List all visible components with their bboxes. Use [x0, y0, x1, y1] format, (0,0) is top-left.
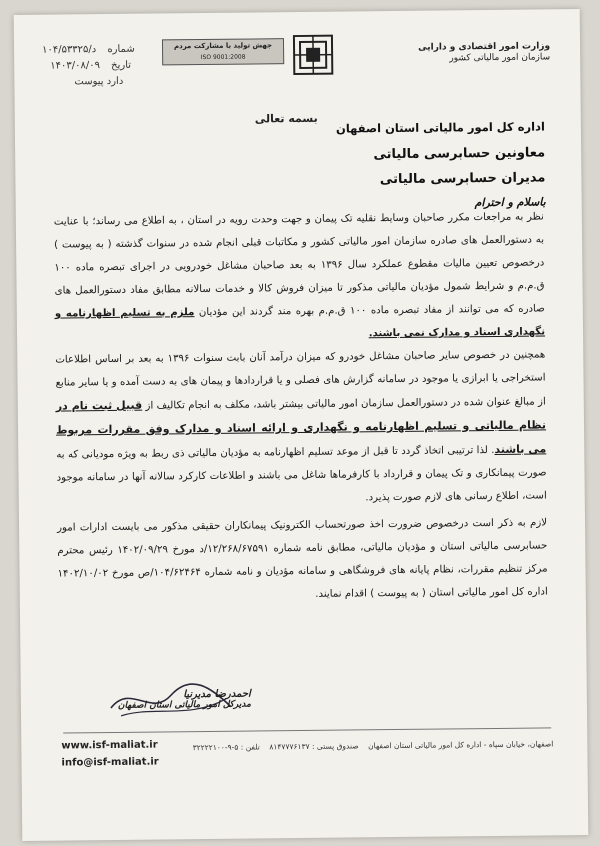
footer-website[interactable]: www.isf-maliat.ir: [61, 739, 158, 752]
footer-postal: صندوق پستی : ۸۱۴۷۷۷۶۱۳۷: [269, 741, 359, 752]
paragraph-1-emphasis: ملزم به تسلیم اظهارنامه و نگهداری اسناد و مدارک نمی باشند.: [54, 307, 546, 340]
footer-contacts: [61, 740, 158, 769]
footer-address: اصفهان، خیابان سپاه - اداره کل امور مالیاتی استان اصفهان: [368, 739, 554, 751]
letter-date: ۱۴۰۳/۰۸/۰۹: [50, 60, 101, 72]
addressee-office: اداره کل امور مالیاتی استان اصفهان: [335, 119, 545, 136]
letter-date-label: تاریخ: [111, 59, 132, 71]
tax-organization-name: سازمان امور مالیاتی کشور: [449, 52, 551, 64]
paragraph-1: [54, 205, 545, 348]
footer-divider: [63, 727, 551, 733]
paragraph-3-text: لازم به ذکر است درخصوص ضرورت اخذ صورتحساب الکترونیک پیمانکاران حقیقی مذکور می بایست ادارات امور حسابرسی مالیاتی استان و مؤدیان مالیاتی، مطابق نامه شماره ۱۲/۲۶۸/۶۷۵۹۱/د مورخ ۱۴۰۲/۰۹/۲۹ رئیس محترم مرکز تنظیم مقررات، نظام پایانه های فروشگاهی و سامانه مؤدیان و نامه شماره ۱۰۴/۶۲۴۶۴/ص مورخ ۱۴۰۲/۱۰/۰۲ اداره کل امور مالیاتی استان ( به پیوست ) اقدام نمایند.: [57, 517, 548, 600]
slogan-text: جهش تولید با مشارکت مردم: [173, 41, 273, 51]
paragraph-2-emphasis: قبیل ثبت نام در نظام مالیاتی و تسلیم اظهارنامه و نگهداری و ارائه اسناد و مدارک وفق مقررات مربوط می باشند: [55, 398, 547, 456]
paragraph-1-text: نظر به مراجعات مکرر صاحبان وسایط نقلیه تک پیمان و جهت وحدت رویه در استان ، به اطلاع می رساند؛ با عنایت به دستورالعمل های صادره سازمان امور مالیاتی کشور و مکاتبات قبلی انجام شده در سنوات گذشته ( به پیوست ) درخصوص تعیین مالیات مقطوع عملکرد سال ۱۳۹۶ به بعد صاحبان مشاغل خودرویی در اجرای تبصره ماده ۱۰۰ ق.م.م و شرایط شمول مؤدیان مالیاتی مذکور تا میزان فروش کالا و خدمات سالانه مطابق مفاد دستورالعمل های صادره که می توانند از مفاد تبصره ماده ۱۰۰ ق.م.م بهره مند گردند این مؤدیان: [53, 211, 545, 319]
letter-attachment-row: [66, 76, 123, 88]
logo-emblem-icon: [292, 34, 334, 76]
signature-block: [101, 683, 251, 712]
signatory-name: احمدرضا مدیرنیا: [183, 688, 251, 701]
letter-body: [54, 205, 548, 608]
footer-email[interactable]: info@isf-maliat.ir: [61, 756, 159, 769]
addressee-managers: مدیران حسابرسی مالیاتی: [379, 170, 546, 188]
bismillah: بسمه تعالی: [254, 111, 318, 126]
ministry-header: [350, 41, 550, 66]
ministry-name: وزارت امور اقتصادی و دارایی: [418, 41, 551, 53]
paragraph-3: [57, 511, 548, 608]
paragraph-2-text-a: همچنین در خصوص سایر صاحبان مشاغل خودرو که میزان درآمد آنان بابت سنوات ۱۳۹۶ به بعد بر اساس اطلاعات استخراجی یا ابرازی یا موجود در سامانه گزارش های فصلی و یا قراردادها و پیمان های به دست آمده و یا سایر منابع از مبالغ عنوان شده در دستورالعمل سازمان امور مالیاتی بیشتر باشد، مکلف به انجام تکالیف از: [55, 349, 546, 412]
greeting: باسلام و احترام: [474, 195, 546, 210]
footer-phone: تلفن : ۵-۹-۳۲۲۲۲۱۰۰: [192, 742, 260, 753]
letter-page: [14, 9, 589, 841]
letter-number-label: شماره: [107, 43, 135, 56]
letter-attachment-label: پیوست: [74, 76, 104, 88]
signatory-title: مدیرکل امور مالیاتی استان اصفهان: [117, 699, 251, 711]
addressee-deputies: معاونین حسابرسی مالیاتی: [373, 145, 546, 163]
letter-number: ۱۰۴/۵۳۳۲۵/د: [42, 44, 97, 56]
letter-date-row: [50, 60, 137, 72]
footer-address-row: [173, 739, 553, 752]
letter-attachment: دارد: [106, 75, 124, 88]
letter-number-row: [42, 44, 133, 56]
slogan-banner: [162, 38, 284, 65]
iso-text: ISO 9001:2008: [200, 53, 246, 62]
tax-organization-logo: [292, 34, 334, 76]
paragraph-2-text-b: . لذا ترتیبی اتخاذ گردد تا قبل از موعد تسلیم اظهارنامه به مؤدیان مالیاتی ذی ربط به ویژه مودیانی که به صورت پیمانکاری و تک پیمان و قرارداد با کارفرماها شاغل می باشند و اطلاعات کارکرد سالانه آنها در سامانه موجود است، اطلاع رسانی های لازم صورت پذیرد.: [56, 444, 547, 504]
addressee-block: [165, 119, 546, 212]
paragraph-2: [55, 343, 547, 512]
